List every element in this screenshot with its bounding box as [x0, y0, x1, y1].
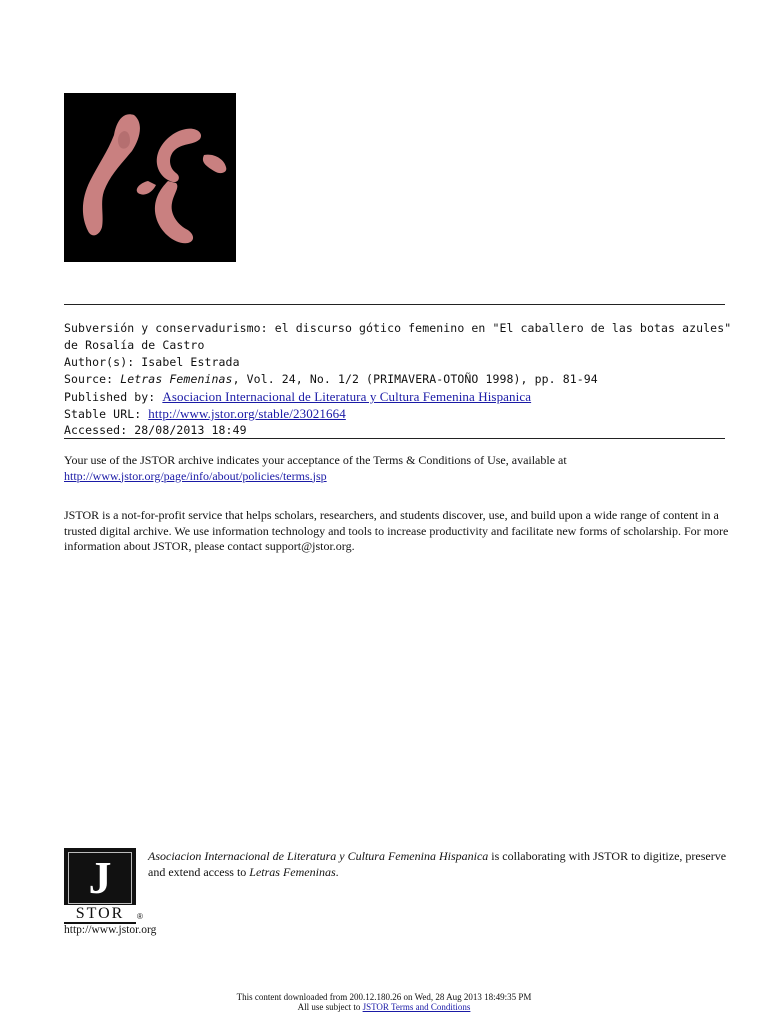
article-authors: Author(s): Isabel Estrada [64, 355, 240, 369]
collaboration-notice [148, 849, 733, 880]
article-accessed: Accessed: 28/08/2013 18:49 [64, 423, 247, 437]
published-label: Published by: [64, 390, 163, 404]
bottom-divider [64, 438, 725, 439]
jstor-home-url[interactable]: http://www.jstor.org [64, 924, 157, 936]
registered-mark: ® [137, 912, 143, 921]
article-title-line2: de Rosalía de Castro [64, 338, 205, 352]
terms-link[interactable]: http://www.jstor.org/page/info/about/policies/terms.jsp [64, 468, 327, 483]
publisher-link[interactable]: Asociacion Internacional de Literatura y Cultura Femenina Hispanica [162, 389, 532, 404]
collab-middle: is collaborating with JSTOR to digitize, preserve and extend access to [148, 849, 727, 879]
terms-text: Your use of the JSTOR archive indicates your acceptance of the Terms & Conditions of Use, available at [64, 453, 567, 467]
terms-notice [64, 453, 732, 484]
journal-logo [64, 93, 236, 262]
stable-url-label: Stable URL: [64, 407, 149, 421]
stable-url-link[interactable]: http://www.jstor.org/stable/23021664 [148, 406, 346, 421]
terms-footer-prefix: All use subject to [297, 1002, 363, 1012]
terms-footer-link[interactable]: JSTOR Terms and Conditions [362, 1002, 471, 1012]
top-divider [64, 304, 725, 305]
journal-logo-mark [64, 93, 236, 262]
article-stable-url [64, 405, 346, 423]
collab-journal: Letras Femeninas [249, 864, 336, 879]
collab-end: . [335, 864, 339, 879]
collab-publisher: Asociacion Internacional de Literatura y Cultura Femenina Hispanica [148, 849, 489, 863]
jstor-about: JSTOR is a not-for-profit service that helps scholars, researchers, and students discover, use, and build upon a wide range of content in a trusted digital archive. We use information technology and tools to increase productivity and facilitate new forms of scholarship. For more information about JSTOR, please contact support@jstor.org. [64, 508, 729, 553]
download-notice: This content downloaded from 200.12.180.26 on Wed, 28 Aug 2013 18:49:35 PM [236, 992, 532, 1002]
source-details: , Vol. 24, No. 1/2 (PRIMAVERA-OTOÑO 1998), pp. 81-94 [232, 372, 598, 386]
source-label: Source: [64, 372, 121, 386]
jstor-logo-letter: J [88, 852, 112, 903]
source-journal: Letras Femeninas [120, 372, 233, 386]
jstor-logo-word: STOR [64, 905, 136, 922]
jstor-logo [64, 848, 136, 924]
article-source [64, 371, 598, 388]
article-publisher [64, 388, 531, 406]
terms-footer [0, 1002, 768, 1013]
article-title-line1: Subversión y conservadurismo: el discurso gótico femenino en "El caballero de las botas azules" [64, 321, 732, 335]
